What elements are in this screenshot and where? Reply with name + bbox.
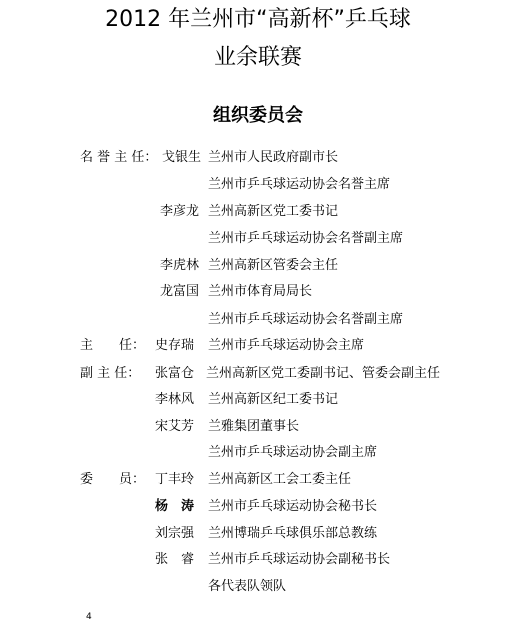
committee-row — [0, 256, 516, 276]
committee-row — [0, 175, 516, 195]
section-heading: 组织委员会 — [213, 105, 303, 126]
committee-row — [0, 524, 516, 544]
member-duty: 兰州市体育局局长 — [208, 284, 313, 299]
committee-row — [0, 390, 516, 410]
committee-row — [0, 364, 516, 384]
member-name: 龙富国 — [160, 284, 200, 299]
member-name: 张 睿 — [155, 552, 195, 567]
member-duty: 兰州市乒乓球运动协会名誉副主席 — [208, 312, 404, 327]
member-name: 史存瑞 — [155, 338, 195, 353]
role-label: 副 主 任： — [80, 366, 141, 381]
member-name: 戈银生 — [162, 150, 202, 165]
member-name: 宋艾芳 — [155, 419, 195, 434]
member-name: 李林风 — [155, 392, 195, 407]
member-duty: 兰州高新区党工委副书记、管委会副主任 — [206, 366, 441, 381]
committee-row — [0, 470, 516, 490]
member-duty: 兰州高新区工会工委主任 — [208, 472, 352, 487]
committee-row — [0, 336, 516, 356]
member-duty: 兰州博瑞乒乓球俱乐部总教练 — [208, 526, 378, 541]
member-name: 杨 涛 — [155, 499, 195, 514]
member-name: 张富仓 — [155, 366, 195, 381]
committee-row — [0, 497, 516, 517]
member-duty: 各代表队领队 — [208, 579, 287, 594]
committee-row — [0, 310, 516, 330]
member-duty: 兰州市乒乓球运动协会副主席 — [208, 445, 378, 460]
member-duty: 兰州市乒乓球运动协会名誉主席 — [208, 177, 391, 192]
committee-row — [0, 148, 516, 168]
member-name: 刘宗强 — [155, 526, 195, 541]
role-label: 名 誉 主 任： — [80, 150, 158, 165]
role-label: 主 任： — [80, 338, 146, 353]
committee-row — [0, 577, 516, 597]
member-name: 李虎林 — [160, 258, 200, 273]
role-label: 委 员： — [80, 472, 146, 487]
committee-row — [0, 443, 516, 463]
committee-row — [0, 417, 516, 437]
member-name: 丁丰玲 — [155, 472, 195, 487]
member-duty: 兰州市乒乓球运动协会秘书长 — [208, 499, 378, 514]
member-duty: 兰州市乒乓球运动协会名誉副主席 — [208, 231, 404, 246]
document-title-line1: 2012 年兰州市“高新杯”乒乓球 — [105, 7, 411, 32]
member-duty: 兰雅集团董事长 — [208, 419, 300, 434]
committee-row — [0, 202, 516, 222]
member-duty: 兰州高新区管委会主任 — [208, 258, 339, 273]
document-title-line2: 业余联赛 — [213, 45, 302, 70]
member-duty: 兰州市人民政府副市长 — [208, 150, 339, 165]
committee-row — [0, 282, 516, 302]
page-number: 4 — [86, 612, 92, 622]
committee-row — [0, 229, 516, 249]
member-duty: 兰州高新区党工委书记 — [208, 204, 339, 219]
member-duty: 兰州高新区纪工委书记 — [208, 392, 339, 407]
member-duty: 兰州市乒乓球运动协会副秘书长 — [208, 552, 391, 567]
committee-row — [0, 550, 516, 570]
member-name: 李彦龙 — [160, 204, 200, 219]
member-duty: 兰州市乒乓球运动协会主席 — [208, 338, 365, 353]
